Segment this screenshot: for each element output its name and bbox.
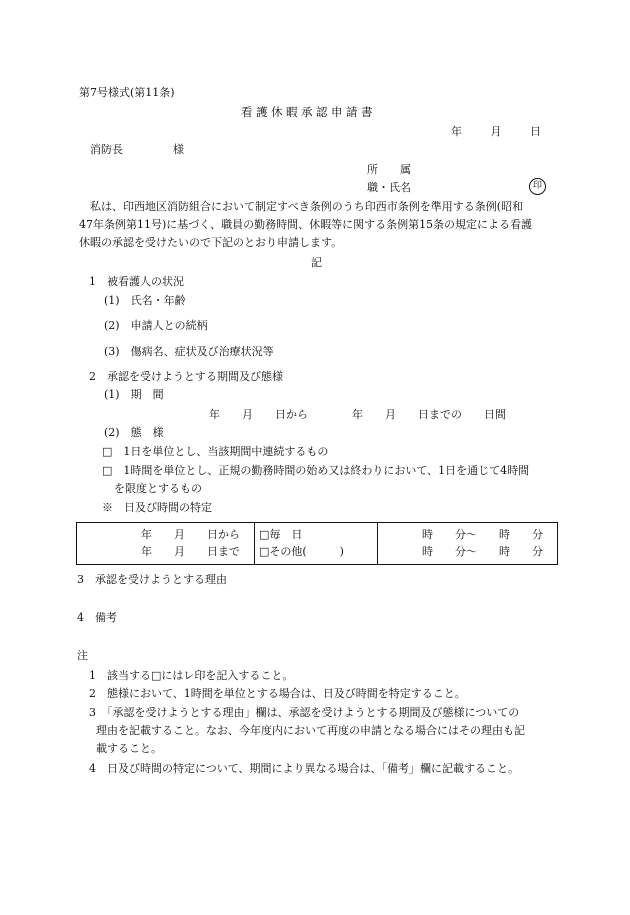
row1-date: 年 月 日から [141, 528, 240, 541]
application-date [451, 125, 541, 139]
date-time-spec-heading: ※ 日及び時間の特定 [102, 501, 212, 514]
note-3: 3 「承認を受けようとする理由」欄は、承認を受けようとする期間及び態様についての [89, 706, 520, 719]
table-divider [254, 523, 255, 564]
addressee-chief: 消防長 [90, 143, 123, 156]
applicant-name: 職・氏名 [367, 181, 411, 194]
period-range: 年 月 日から 年 月 日までの 日間 [209, 408, 506, 421]
form-number: 第7号様式(第11条) [79, 86, 175, 99]
note-1: 1 該当する□にはレ印を記入すること。 [89, 669, 294, 682]
form-title: 看護休暇承認申請書 [241, 105, 376, 119]
row1-time: 時 分～ 時 分 [422, 528, 543, 541]
row2-date: 年 月 日まで [141, 545, 240, 558]
section-1-heading: 1 被看護人の状況 [89, 275, 184, 288]
date-year: 年 [451, 125, 462, 138]
item-name-age: (1) 氏名・年齢 [104, 294, 186, 307]
note-4: 4 日及び時間の特定について、期間により異なる場合は、「備考」欄に記載すること。 [89, 762, 520, 775]
section-3-heading: 3 承認を受けようとする理由 [77, 573, 227, 586]
note-2: 2 態様において、1時間を単位とする場合は、日及び時間を特定すること。 [89, 687, 466, 700]
mode-option-hourly-cont: を限度とするもの [114, 482, 202, 495]
addressee [90, 143, 184, 157]
item-relationship: (2) 申請人との続柄 [104, 319, 208, 332]
seal-mark: 印 [529, 178, 546, 195]
note-3-cont-2: 載すること。 [96, 742, 162, 755]
row1-kind: □毎 日 [259, 528, 303, 541]
date-time-table [76, 522, 558, 565]
date-day: 日 [530, 125, 541, 138]
intro-line-1: 私は、印西地区消防組合において制定すべき条例のうち印西市条例を準用する条例(昭和 [90, 200, 524, 213]
addressee-sama: 様 [173, 143, 184, 156]
item-illness: (3) 傷病名、症状及び治療状況等 [104, 345, 274, 358]
item-mode: (2) 態 様 [104, 426, 164, 439]
applicant-affiliation: 所 属 [367, 163, 411, 176]
table-divider [377, 523, 378, 564]
notes-heading: 注 [77, 649, 88, 662]
mode-option-daily: □ 1日を単位とし、当該期間中連続するもの [102, 445, 329, 458]
item-period: (1) 期 間 [104, 388, 164, 401]
section-2-heading: 2 承認を受けようとする期間及び態様 [89, 370, 283, 383]
row2-kind: □その他( ) [259, 545, 344, 558]
intro-line-2: 47年条例第11号)に基づく、職員の勤務時間、休暇等に関する条例第15条の規定による看護 [79, 218, 533, 231]
row2-time: 時 分～ 時 分 [422, 545, 543, 558]
intro-line-3: 休暇の承認を受けたいので下記のとおり申請します。 [79, 236, 343, 249]
section-4-heading: 4 備考 [77, 611, 117, 624]
date-month: 月 [490, 125, 502, 138]
ki-heading: 記 [311, 256, 322, 269]
note-3-cont-1: 理由を記載すること。なお、今年度内において再度の申請となる場合にはその理由も記 [96, 724, 525, 737]
mode-option-hourly: □ 1時間を単位とし、正規の勤務時間の始め又は終わりにおいて、1日を通じて4時間 [102, 464, 530, 477]
